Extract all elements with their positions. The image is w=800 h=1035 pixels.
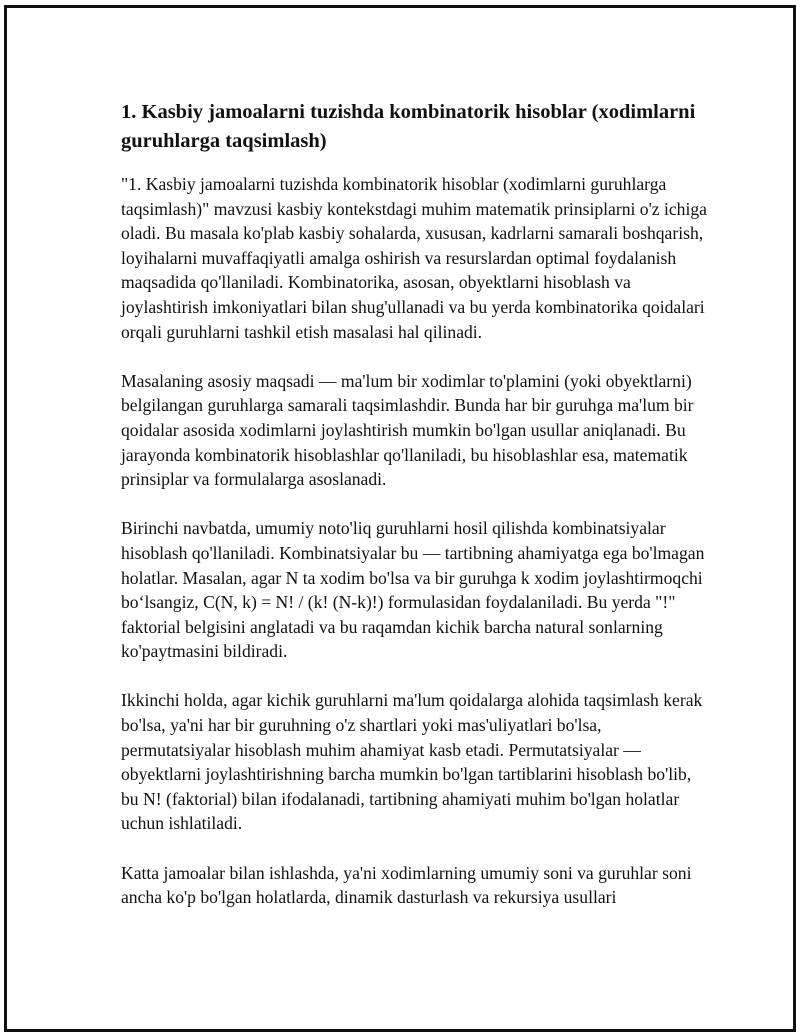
paragraph-combinations: Birinchi navbatda, umumiy noto'liq guruhlarni hosil qilishda kombinatsiyalar hisoblash qo'llaniladi. Kombinatsiyalar bu — tartibning ahamiyatga ega bo'lmagan holatlar. Masalan, agar N ta xodim bo'lsa va bir guruhga k xodim joylashtirmoqchi bo‘lsangiz, C(N, k) = N! / (k! (N-k)!) formulasidan foydalaniladi. Bu yerda "!" faktorial belgisini anglatadi va bu raqamdan kichik barcha natural sonlarning ko'paytmasini bildiradi.: [121, 518, 705, 662]
document-title: 1. Kasbiy jamoalarni tuzishda kombinatorik hisoblar (xodimlarni guruhlarga taqsimlash): [121, 101, 696, 152]
paragraph-large-teams: Katta jamoalar bilan ishlashda, ya'ni xodimlarning umumiy soni va guruhlar soni ancha ko'p bo'lgan holatlarda, dinamik dasturlash va rekursiya usullari: [121, 862, 692, 908]
paragraph-intro: "1. Kasbiy jamoalarni tuzishda kombinatorik hisoblar (xodimlarni guruhlarga taqsimlash)" mavzusi kasbiy kontekstdagi muhim matematik prinsiplarni o'z ichiga oladi. Bu masala ko'plab kasbiy sohalarda, xususan, kadrlarni samarali boshqarish, loyihalarni muvaffaqiyatli amalga oshirish va resurslardan optimal foydalanish maqsadida qo'llaniladi. Kombinatorika, asosan, obyektlarni hisoblash va joylashtirish imkoniyatlari bilan shug'ullanadi va bu yerda kombinatorika qoidalari orqali guruhlarni tashkil etish masalasi hal qilinadi.: [121, 174, 707, 342]
document-body: [121, 98, 711, 934]
paragraph-goal: Masalaning asosiy maqsadi — ma'lum bir xodimlar to'plamini (yoki obyektlarni) belgilangan guruhlarga samarali taqsimlashdir. Bunda har bir guruhga ma'lum bir qoidalar asosida xodimlarni joylashtirish mumkin bo'lgan usullar aniqlanadi. Bu jarayonda kombinatorik hisoblashlar qo'llaniladi, bu hisoblashlar esa, matematik prinsiplar va formulalarga asoslanadi.: [121, 370, 694, 490]
paragraph-permutations: Ikkinchi holda, agar kichik guruhlarni ma'lum qoidalarga alohida taqsimlash kerak bo'lsa, ya'ni har bir guruhning o'z shartlari yoki mas'uliyatlari bo'lsa, permutatsiyalar hisoblash muhim ahamiyat kasb etadi. Permutatsiyalar — obyektlarni joylashtirishning barcha mumkin bo'lgan tartiblarini hisoblash bo'lib, bu N! (faktorial) bilan ifodalanadi, tartibning ahamiyati muhim bo'lgan holatlar uchun ishlatiladi.: [121, 690, 703, 834]
page-frame: [4, 5, 796, 1032]
